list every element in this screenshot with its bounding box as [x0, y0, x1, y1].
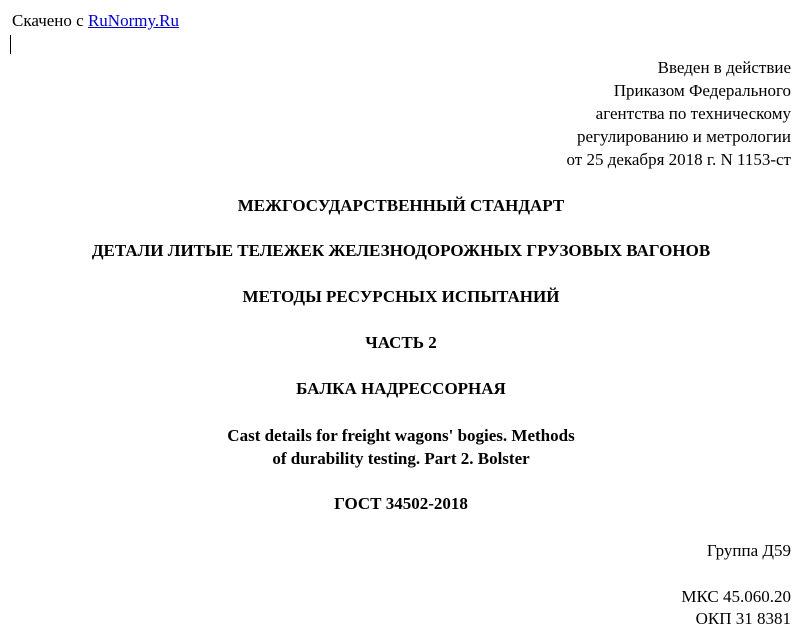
group-code: Группа Д59 — [706, 541, 791, 560]
okp-code: ОКП 31 8381 — [695, 609, 791, 628]
standard-code-heading: ГОСТ 34502-2018 — [334, 494, 468, 513]
english-title-line-1: Cast details for freight wagons' bogies. Methods — [227, 426, 575, 445]
english-title-line-2: of durability testing. Part 2. Bolster — [272, 449, 530, 468]
approval-line-5: от 25 декабря 2018 г. N 1153-ст — [566, 150, 791, 169]
download-source-line — [12, 9, 179, 32]
download-source-prefix: Скачено с — [12, 11, 88, 30]
approval-line-1: Введен в действие — [657, 58, 791, 77]
approval-block — [566, 56, 791, 171]
standard-part-heading: ЧАСТЬ 2 — [365, 333, 437, 352]
runormy-link[interactable]: RuNormy.Ru — [87, 11, 179, 30]
standard-type-heading: МЕЖГОСУДАРСТВЕННЫЙ СТАНДАРТ — [237, 196, 565, 215]
standard-subtitle-heading: МЕТОДЫ РЕСУРСНЫХ ИСПЫТАНИЙ — [242, 287, 560, 306]
mks-code: МКС 45.060.20 — [681, 587, 791, 606]
approval-line-2: Приказом Федерального — [613, 81, 791, 100]
text-cursor — [10, 35, 11, 54]
standard-part-name-heading: БАЛКА НАДРЕССОРНАЯ — [296, 379, 506, 398]
standard-title-heading: ДЕТАЛИ ЛИТЫЕ ТЕЛЕЖЕК ЖЕЛЕЗНОДОРОЖНЫХ ГРУЗОВЫХ ВАГОНОВ — [91, 241, 711, 260]
approval-line-4: регулированию и метрологии — [576, 127, 791, 146]
approval-line-3: агентства по техническому — [595, 104, 791, 123]
